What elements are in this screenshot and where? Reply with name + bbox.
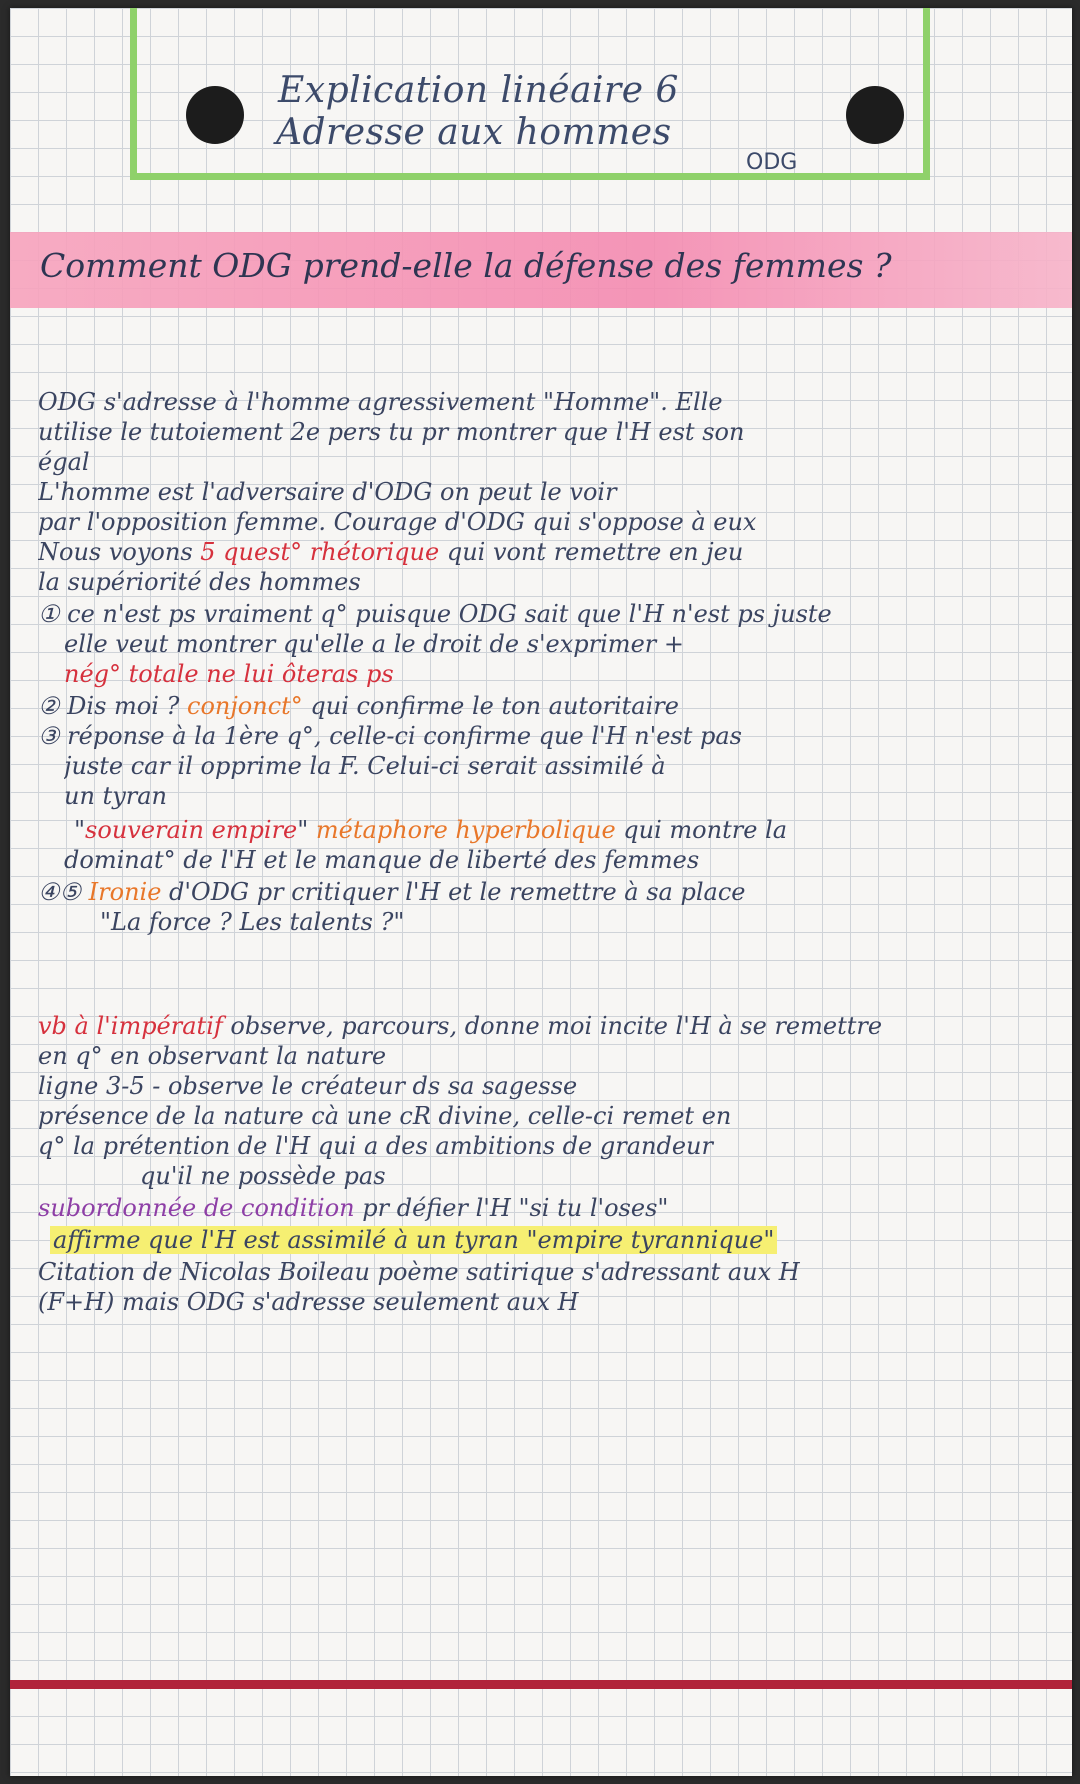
text-fragment: qui vont remettre en jeu <box>439 538 744 566</box>
quote-mark: " <box>297 816 316 844</box>
text-fragment: qui montre la <box>615 816 788 844</box>
conjunction-term: conjonct° <box>187 692 303 720</box>
title-line-2: Adresse aux hommes <box>276 112 672 153</box>
rhetorical-questions-term: 5 quest° rhétorique <box>200 538 440 566</box>
condition-term: subordonnée de condition <box>38 1194 355 1222</box>
text-line: qu'il ne possède pas <box>140 1162 386 1190</box>
notebook-page <box>10 8 1072 1776</box>
imperative-term: vb à l'impératif <box>38 1012 223 1040</box>
text-fragment: pr défier l'H "si tu l'oses" <box>354 1194 669 1222</box>
text-line-point-2 <box>38 692 1048 720</box>
metaphor-term: métaphore hyperbolique <box>315 816 616 844</box>
text-line: elle veut montrer qu'elle a le droit de s'exprimer + <box>64 630 684 658</box>
text-fragment: ④⑤ <box>38 878 89 906</box>
text-line: dominat° de l'H et le manque de liberté des femmes <box>64 846 700 874</box>
text-line: (F+H) mais ODG s'adresse seulement aux H <box>38 1288 579 1316</box>
text-line: égal <box>38 448 90 476</box>
text-line: L'homme est l'adversaire d'ODG on peut le voir <box>38 478 617 506</box>
text-line: "La force ? Les talents ?" <box>100 908 405 936</box>
text-line-irony <box>38 878 1048 906</box>
title-line-1: Explication linéaire 6 <box>278 70 679 111</box>
text-line-metaphor <box>74 816 1080 844</box>
text-line: par l'opposition femme. Courage d'ODG qui s'oppose à eux <box>38 508 757 536</box>
text-line-point-3: ③ réponse à la 1ère q°, celle-ci confirme que l'H n'est pas <box>38 722 742 750</box>
highlighted-text: affirme que l'H est assimilé à un tyran "empire tyrannique" <box>50 1226 777 1254</box>
irony-term: Ironie <box>88 878 162 906</box>
text-fragment: Nous voyons <box>38 538 201 566</box>
text-line: la supériorité des hommes <box>38 568 361 596</box>
text-line: Citation de Nicolas Boileau poème satirique s'adressant aux H <box>38 1258 800 1286</box>
text-fragment: observe, parcours, donne moi incite l'H à se remettre <box>222 1012 883 1040</box>
text-line-point-1: ① ce n'est ps vraiment q° puisque ODG sait que l'H n'est ps juste <box>38 600 832 628</box>
quote-mark: " <box>74 816 86 844</box>
guiding-question: Comment ODG prend-elle la défense des femmes ? <box>40 246 892 285</box>
text-line: utilise le tutoiement 2e pers tu pr montrer que l'H est son <box>38 418 745 446</box>
text-fragment: ② Dis moi ? <box>38 692 188 720</box>
total-negation-term: nég° totale ne lui ôteras ps <box>64 660 394 688</box>
text-line: q° la prétention de l'H qui a des ambitions de grandeur <box>38 1132 713 1160</box>
text-line-rhetorical <box>38 538 1048 566</box>
author-tag: ODG <box>746 150 798 175</box>
text-line: un tyran <box>64 782 167 810</box>
text-fragment: d'ODG pr critiquer l'H et le remettre à sa place <box>161 878 746 906</box>
text-line-imperative <box>38 1012 1048 1040</box>
text-line-condition <box>38 1194 1048 1222</box>
text-line: en q° en observant la nature <box>38 1042 387 1070</box>
text-line: présence de la nature cà une cR divine, celle-ci remet en <box>38 1102 732 1130</box>
text-line: ligne 3-5 - observe le créateur ds sa sagesse <box>38 1072 578 1100</box>
text-fragment: qui confirme le ton autoritaire <box>302 692 679 720</box>
text-line: juste car il opprime la F. Celui-ci serait assimilé à <box>64 752 666 780</box>
text-line-highlighted <box>50 1226 1060 1254</box>
text-line: ODG s'adresse à l'homme agressivement "Homme". Elle <box>38 388 723 416</box>
quoted-term: souverain empire <box>85 816 298 844</box>
bottom-divider <box>10 1680 1072 1689</box>
